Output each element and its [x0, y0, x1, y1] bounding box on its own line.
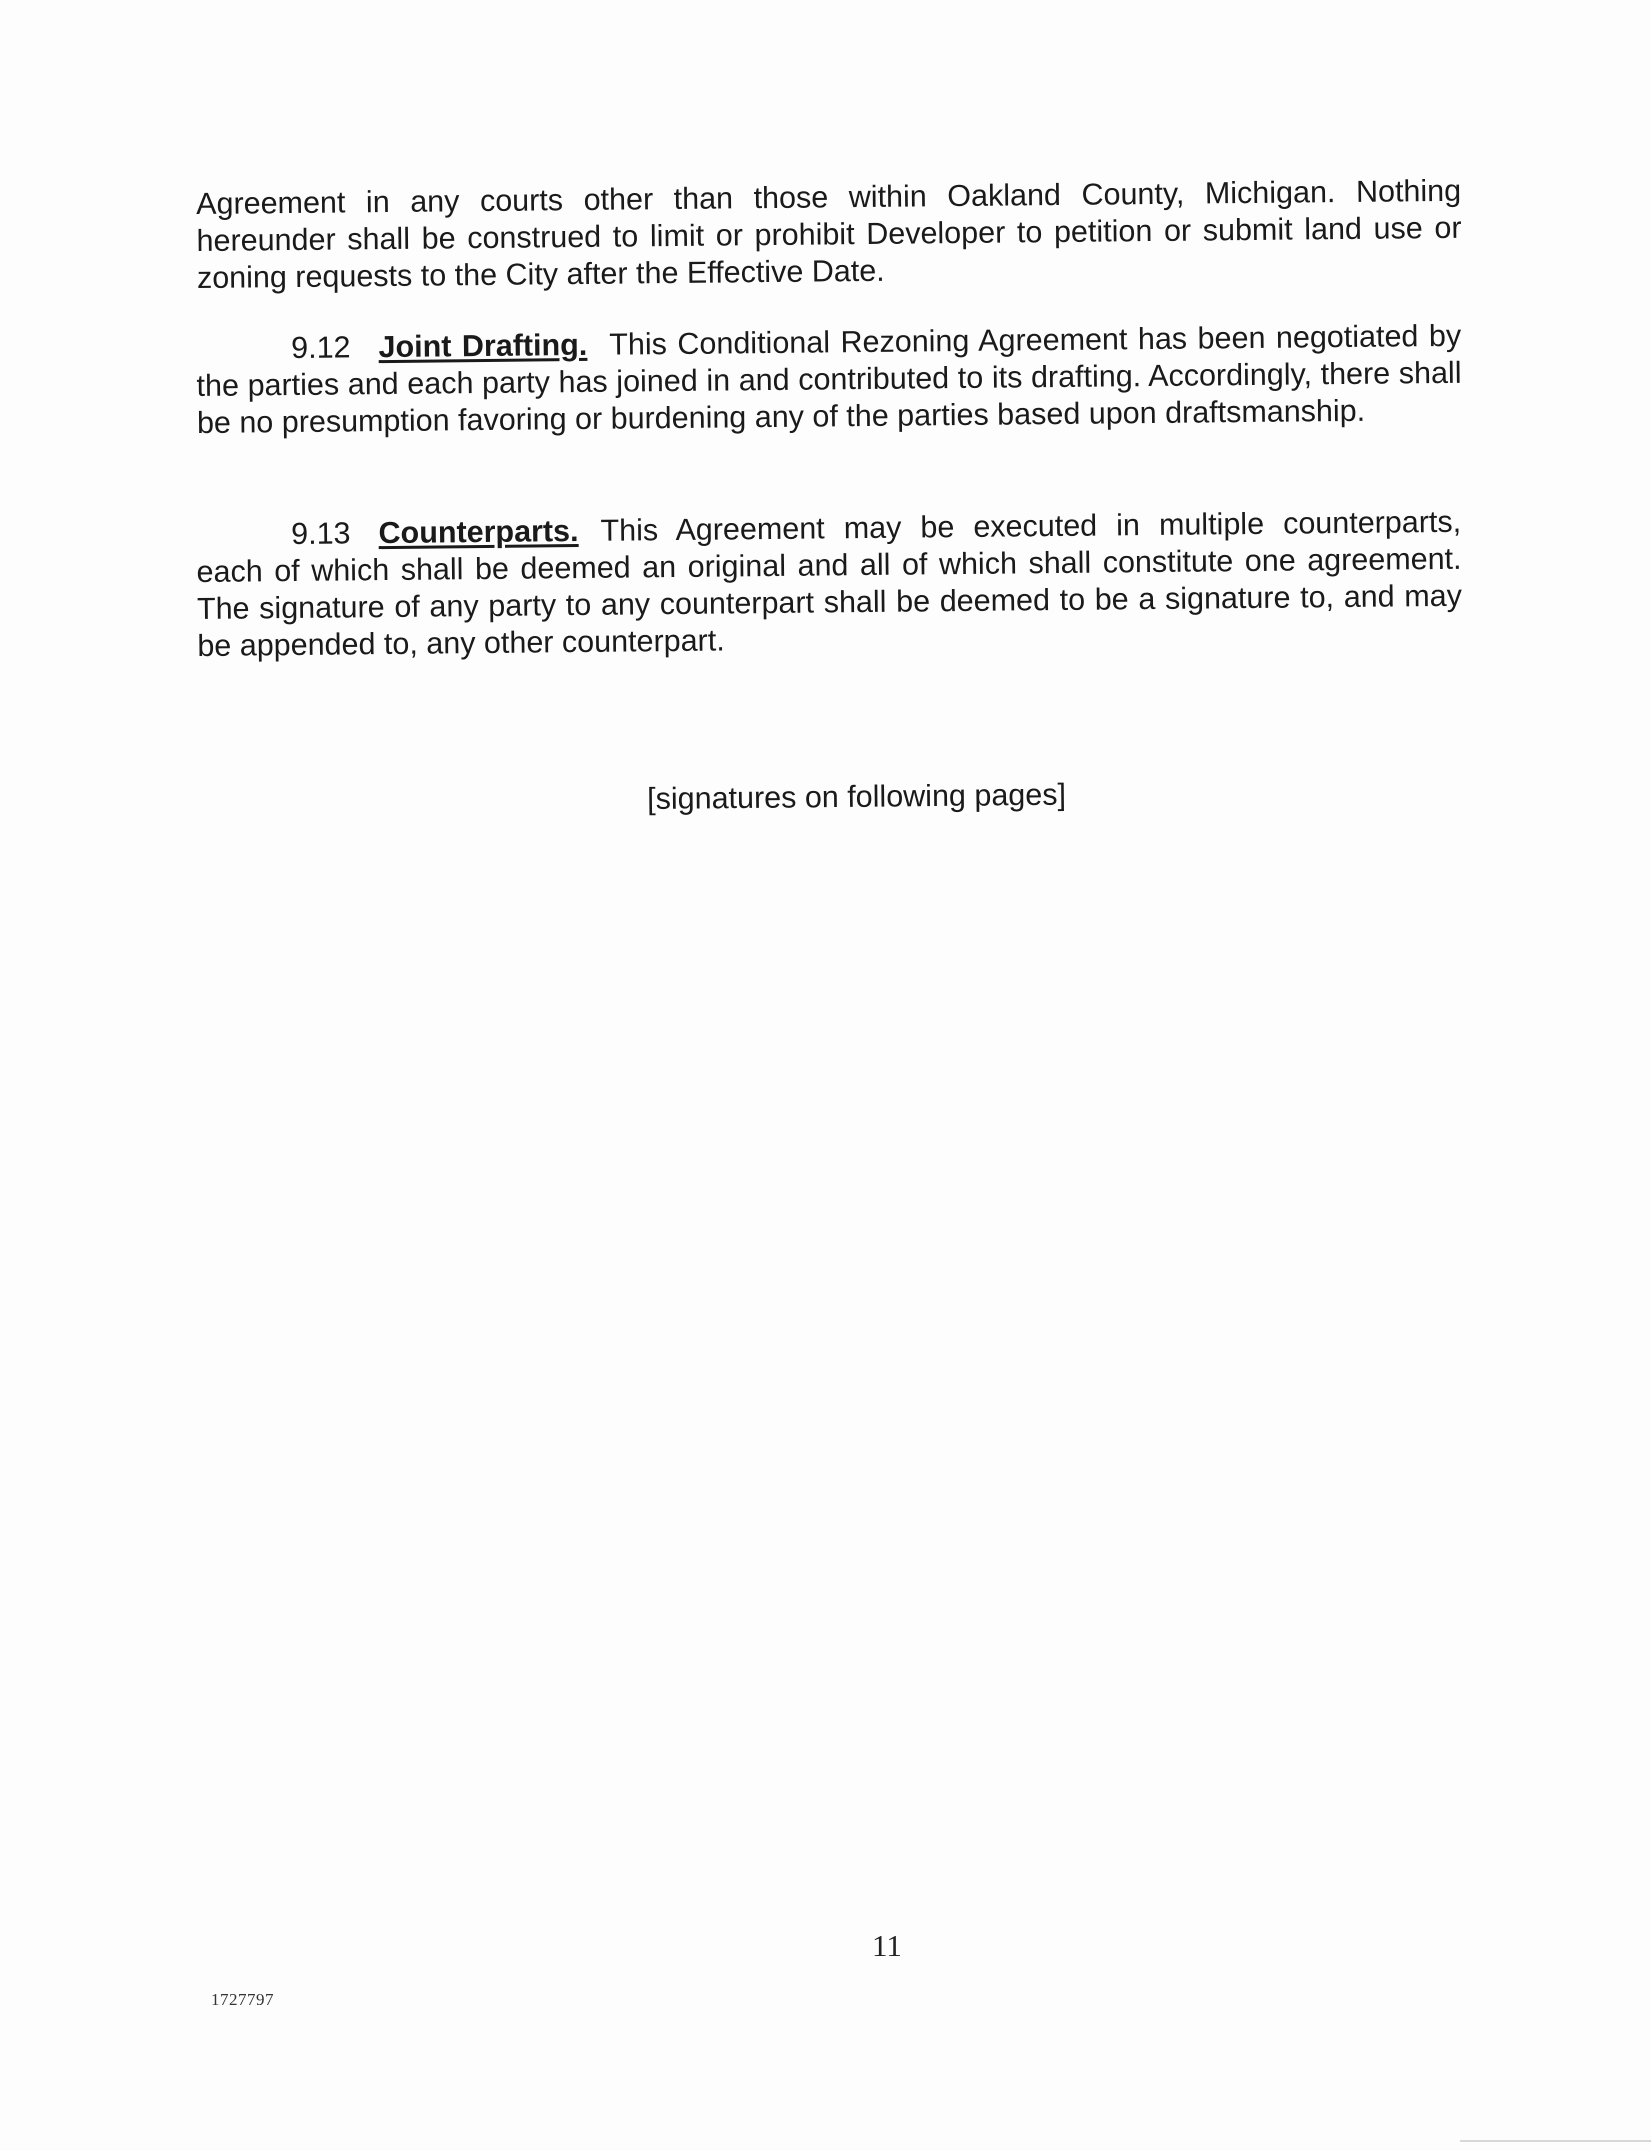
section-paragraph: [196, 504, 1462, 665]
page-number: 11: [872, 1928, 902, 1963]
section-heading: Counterparts.: [378, 513, 579, 551]
indent-spacer: [196, 358, 291, 359]
section-number: 9.13: [291, 516, 351, 552]
section-text: This Conditional Rezoning Agreement has been negotiated by the parties and each party has joined in and contributed to its drafting. Accordingly, there shall be no presumption favoring or burdening any of the parties based upon draftsmanship.: [196, 318, 1462, 440]
paragraph-continuation: [196, 173, 1462, 297]
section-heading: Joint Drafting.: [378, 327, 588, 365]
indent-spacer: [196, 544, 291, 545]
scan-edge-line: [1460, 2140, 1651, 2142]
section-number: 9.12: [291, 330, 351, 366]
section-paragraph: [196, 318, 1462, 442]
signatures-note: [signatures on following pages]: [647, 777, 1067, 816]
paragraph-text: Agreement in any courts other than those within Oakland County, Michigan. Nothing hereunder shall be construed to limit or prohibit Developer to petition or submit land use or zoning requests to the City after the Effective Date.: [196, 173, 1462, 295]
document-id: 1727797: [211, 1990, 274, 2009]
section-text: This Agreement may be executed in multiple counterparts, each of which shall be deemed an original and all of which shall constitute one agreement. The signature of any party to any counterpart shall be deemed to be a signature to, and may be appended to, any other counterpart.: [196, 504, 1463, 663]
section-9-13: [196, 504, 1462, 665]
section-9-12: [196, 318, 1462, 442]
